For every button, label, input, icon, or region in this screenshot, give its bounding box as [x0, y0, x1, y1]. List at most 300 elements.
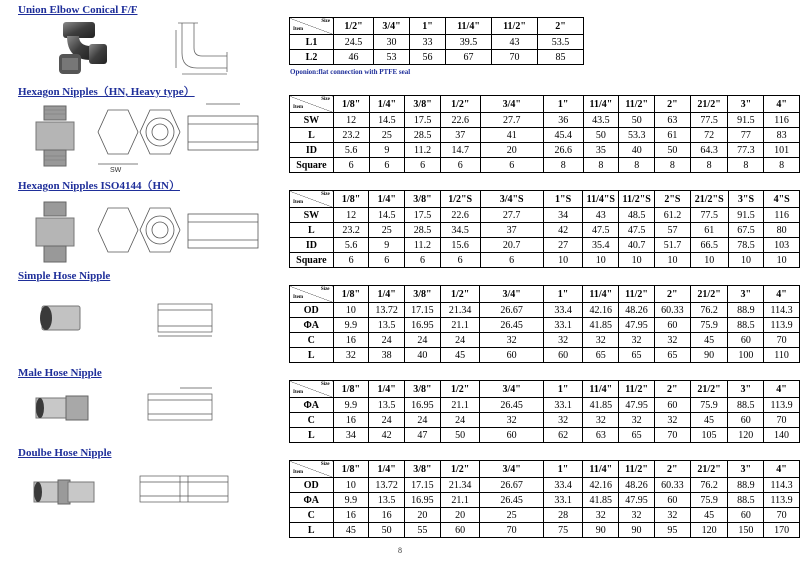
row-label-cell: C	[290, 333, 334, 348]
value-cell: 41.85	[583, 398, 619, 413]
size-header-cell: 3/4"S	[480, 191, 543, 208]
value-cell: 24	[369, 333, 405, 348]
value-cell: 78.5	[728, 238, 764, 253]
size-header-cell: 11/4"	[583, 96, 619, 113]
value-cell: 16.95	[405, 493, 441, 508]
table-header-row	[290, 18, 584, 35]
row-label-cell: L	[290, 348, 334, 363]
size-item-corner-cell	[290, 381, 334, 398]
size-item-corner-cell	[290, 286, 334, 303]
value-cell: 24	[369, 413, 405, 428]
value-cell: 32	[619, 333, 655, 348]
value-cell: 25	[369, 128, 405, 143]
male-hose-nipple-photo	[32, 388, 92, 428]
value-cell: 67	[446, 50, 492, 65]
value-cell: 8	[728, 158, 764, 173]
value-cell: 8	[764, 158, 800, 173]
table-header-row	[290, 191, 800, 208]
row-label-cell: ID	[290, 143, 334, 158]
value-cell: 32	[654, 508, 690, 523]
value-cell: 13.5	[369, 398, 405, 413]
size-header-cell: 11/2"	[619, 96, 655, 113]
value-cell: 13.72	[369, 303, 405, 318]
value-cell: 22.6	[440, 208, 480, 223]
table-row	[290, 333, 800, 348]
size-header-cell: 1/2"S	[440, 191, 480, 208]
value-cell: 41.85	[583, 493, 619, 508]
value-cell: 33.1	[543, 398, 583, 413]
value-cell: 21.34	[440, 303, 480, 318]
value-cell: 56	[410, 50, 446, 65]
size-header-cell: 1/4"	[369, 461, 405, 478]
table-row	[290, 50, 584, 65]
value-cell: 37	[480, 223, 543, 238]
value-cell: 65	[619, 428, 655, 443]
value-cell: 32	[480, 333, 543, 348]
value-cell: 25	[480, 508, 543, 523]
value-cell: 70	[764, 413, 800, 428]
union-elbow-photo	[45, 18, 115, 78]
value-cell: 88.9	[728, 303, 764, 318]
table-row	[290, 303, 800, 318]
value-cell: 50	[369, 523, 405, 538]
value-cell: 35	[583, 143, 619, 158]
option-note: Oponion:flat connection with PTFE seal	[290, 68, 411, 76]
value-cell: 8	[583, 158, 619, 173]
size-header-cell: 3/8"	[405, 461, 441, 478]
value-cell: 75.9	[690, 493, 728, 508]
value-cell: 33.1	[543, 318, 583, 333]
row-label-cell: OD	[290, 478, 334, 493]
value-cell: 10	[655, 253, 691, 268]
hex-nipple-heavy-drawing	[88, 98, 268, 178]
value-cell: 9	[369, 238, 405, 253]
value-cell: 43	[583, 208, 619, 223]
value-cell: 60.33	[654, 478, 690, 493]
value-cell: 90	[619, 523, 655, 538]
value-cell: 32	[333, 348, 369, 363]
value-cell: 21.1	[440, 493, 480, 508]
size-header-cell: 4"	[764, 96, 800, 113]
size-header-cell: 3/8"	[404, 381, 440, 398]
size-header-cell: 21/2"	[690, 461, 728, 478]
size-header-cell: 2"	[654, 286, 690, 303]
size-header-cell: 21/2"	[690, 96, 728, 113]
size-header-cell: 3/8"	[405, 96, 441, 113]
value-cell: 53	[374, 50, 410, 65]
row-label-cell: ΦA	[290, 493, 334, 508]
value-cell: 170	[764, 523, 800, 538]
value-cell: 16.95	[405, 318, 441, 333]
value-cell: 6	[405, 158, 441, 173]
value-cell: 60	[654, 318, 690, 333]
value-cell: 6	[333, 253, 369, 268]
size-header-cell: 3/8"	[405, 286, 441, 303]
corner-size-label: Size	[320, 382, 330, 387]
value-cell: 12	[333, 208, 369, 223]
value-cell: 65	[583, 348, 619, 363]
value-cell: 67.5	[728, 223, 764, 238]
value-cell: 32	[619, 413, 655, 428]
value-cell: 48.26	[619, 303, 655, 318]
value-cell: 60	[728, 413, 764, 428]
value-cell: 47.95	[619, 493, 655, 508]
value-cell: 66.5	[690, 238, 728, 253]
value-cell: 85	[538, 50, 584, 65]
value-cell: 33.1	[543, 493, 583, 508]
value-cell: 33	[410, 35, 446, 50]
value-cell: 88.5	[728, 493, 764, 508]
value-cell: 10	[728, 253, 764, 268]
value-cell: 36	[543, 113, 583, 128]
size-header-cell: 3"S	[728, 191, 764, 208]
value-cell: 60	[480, 348, 543, 363]
value-cell: 26.45	[480, 398, 543, 413]
size-header-cell: 11/2"	[492, 18, 538, 35]
row-label-cell: L2	[290, 50, 334, 65]
double-hose-nipple-drawing	[134, 464, 234, 514]
value-cell: 75	[543, 523, 583, 538]
value-cell: 114.3	[764, 478, 800, 493]
value-cell: 70	[655, 428, 691, 443]
size-header-cell: 1/4"	[369, 381, 405, 398]
corner-size-label: Size	[321, 192, 330, 197]
spec-table-hexagon-nipples-heavy	[289, 95, 800, 173]
value-cell: 45	[440, 348, 480, 363]
value-cell: 20	[440, 508, 480, 523]
value-cell: 50	[440, 428, 480, 443]
value-cell: 6	[369, 158, 405, 173]
value-cell: 37	[440, 128, 480, 143]
value-cell: 10	[583, 253, 619, 268]
value-cell: 38	[369, 348, 405, 363]
value-cell: 140	[764, 428, 800, 443]
value-cell: 20.7	[480, 238, 543, 253]
value-cell: 61	[655, 128, 691, 143]
size-header-cell: 4"S	[764, 191, 800, 208]
value-cell: 24	[440, 333, 480, 348]
corner-item-label: Item	[293, 295, 303, 300]
value-cell: 70	[764, 508, 800, 523]
size-header-cell: 4"	[764, 381, 800, 398]
value-cell: 34.5	[440, 223, 480, 238]
size-header-cell: 1/4"	[369, 286, 405, 303]
value-cell: 21.1	[440, 318, 480, 333]
value-cell: 14.7	[440, 143, 480, 158]
value-cell: 32	[543, 333, 583, 348]
section-title-double-hose-nipple: Doulbe Hose Nipple	[18, 447, 112, 459]
corner-item-label: Item	[293, 105, 303, 110]
row-label-cell: SW	[290, 208, 334, 223]
size-item-corner-cell	[290, 191, 334, 208]
value-cell: 88.9	[728, 478, 764, 493]
value-cell: 24.5	[334, 35, 374, 50]
row-label-cell: Square	[290, 158, 334, 173]
value-cell: 101	[764, 143, 800, 158]
row-label-cell: ΦA	[290, 318, 334, 333]
value-cell: 26.45	[480, 318, 543, 333]
value-cell: 47.5	[583, 223, 619, 238]
value-cell: 30	[374, 35, 410, 50]
table-row	[290, 348, 800, 363]
value-cell: 90	[690, 348, 728, 363]
value-cell: 10	[690, 253, 728, 268]
table-row	[290, 35, 584, 50]
hex-nipple-heavy-photo	[30, 102, 80, 172]
value-cell: 95	[654, 523, 690, 538]
size-item-corner-cell	[290, 461, 334, 478]
spec-table-male-hose-nipple	[289, 380, 800, 443]
value-cell: 50	[583, 128, 619, 143]
value-cell: 6	[440, 158, 480, 173]
value-cell: 50	[655, 143, 691, 158]
row-label-cell: L1	[290, 35, 334, 50]
corner-item-label: Item	[293, 27, 303, 32]
value-cell: 21.34	[440, 478, 480, 493]
value-cell: 9.9	[333, 493, 369, 508]
value-cell: 32	[583, 508, 619, 523]
value-cell: 45	[690, 508, 728, 523]
value-cell: 72	[690, 128, 728, 143]
value-cell: 5.6	[333, 238, 369, 253]
size-header-cell: 1/4"	[369, 191, 405, 208]
size-header-cell: 3"	[728, 286, 764, 303]
size-header-cell: 21/2"	[690, 286, 728, 303]
table-row	[290, 113, 800, 128]
spec-table-union-elbow	[289, 17, 584, 65]
row-label-cell: L	[290, 223, 334, 238]
value-cell: 26.67	[480, 478, 543, 493]
table-row	[290, 208, 800, 223]
value-cell: 61	[690, 223, 728, 238]
table-header-row	[290, 286, 800, 303]
row-label-cell: Square	[290, 253, 334, 268]
size-header-cell: 1/2"	[440, 286, 480, 303]
value-cell: 45	[333, 523, 369, 538]
value-cell: 60	[654, 493, 690, 508]
value-cell: 43.5	[583, 113, 619, 128]
value-cell: 33.4	[543, 303, 583, 318]
value-cell: 60.33	[654, 303, 690, 318]
value-cell: 65	[654, 348, 690, 363]
size-header-cell: 21/2"	[690, 381, 728, 398]
table-header-row	[290, 381, 800, 398]
value-cell: 70	[492, 50, 538, 65]
value-cell: 20	[405, 508, 441, 523]
value-cell: 34	[333, 428, 369, 443]
table-row	[290, 238, 800, 253]
table-row	[290, 143, 800, 158]
value-cell: 16	[369, 508, 405, 523]
corner-item-label: Item	[293, 390, 303, 395]
value-cell: 32	[654, 333, 690, 348]
value-cell: 64.3	[690, 143, 728, 158]
section-title-male-hose-nipple: Male Hose Nipple	[18, 367, 102, 379]
value-cell: 28	[543, 508, 583, 523]
table-row	[290, 318, 800, 333]
value-cell: 120	[690, 523, 728, 538]
value-cell: 27	[543, 238, 583, 253]
size-header-cell: 11/2"	[619, 286, 655, 303]
size-header-cell: 1"	[543, 96, 583, 113]
value-cell: 61.2	[655, 208, 691, 223]
value-cell: 9.9	[333, 398, 369, 413]
value-cell: 16	[333, 508, 369, 523]
size-header-cell: 11/2"	[619, 461, 655, 478]
size-header-cell: 2"	[655, 96, 691, 113]
value-cell: 12	[333, 113, 369, 128]
corner-size-label: Size	[320, 462, 330, 467]
table-row	[290, 223, 800, 238]
value-cell: 17.15	[405, 303, 441, 318]
table-row	[290, 398, 800, 413]
row-label-cell: ΦA	[290, 398, 334, 413]
size-header-cell: 3/4"	[480, 461, 543, 478]
value-cell: 80	[764, 223, 800, 238]
section-title-union-elbow: Union Elbow Conical F/F	[18, 4, 138, 16]
value-cell: 45	[690, 413, 728, 428]
value-cell: 8	[655, 158, 691, 173]
size-header-cell: 3/4"	[480, 96, 543, 113]
value-cell: 42.16	[583, 478, 619, 493]
value-cell: 33.4	[543, 478, 583, 493]
value-cell: 17.5	[405, 113, 441, 128]
value-cell: 34	[543, 208, 583, 223]
value-cell: 6	[405, 253, 441, 268]
value-cell: 77	[728, 128, 764, 143]
value-cell: 8	[690, 158, 728, 173]
value-cell: 55	[405, 523, 441, 538]
value-cell: 113.9	[764, 318, 800, 333]
size-item-corner-cell	[290, 18, 334, 35]
value-cell: 6	[480, 253, 543, 268]
value-cell: 120	[728, 428, 764, 443]
value-cell: 53.3	[619, 128, 655, 143]
value-cell: 27.7	[480, 208, 543, 223]
hex-nipple-iso-photo	[30, 198, 80, 268]
value-cell: 77.3	[728, 143, 764, 158]
row-label-cell: L	[290, 128, 334, 143]
section-title-hexagon-nipples-heavy: Hexagon Nipples（HN, Heavy type）	[18, 86, 195, 98]
value-cell: 75.9	[690, 398, 728, 413]
value-cell: 9.9	[333, 318, 369, 333]
value-cell: 23.2	[333, 128, 369, 143]
value-cell: 113.9	[764, 398, 800, 413]
size-header-cell: 11/4"	[583, 461, 619, 478]
value-cell: 47	[404, 428, 440, 443]
size-header-cell: 1"	[543, 286, 583, 303]
value-cell: 83	[764, 128, 800, 143]
size-header-cell: 3"	[728, 461, 764, 478]
size-header-cell: 1"	[543, 381, 583, 398]
value-cell: 8	[543, 158, 583, 173]
value-cell: 24	[404, 413, 440, 428]
section-title-simple-hose-nipple: Simple Hose Nipple	[18, 270, 111, 282]
size-header-cell: 3/8"	[405, 191, 441, 208]
size-header-cell: 3/4"	[480, 286, 543, 303]
value-cell: 43	[492, 35, 538, 50]
value-cell: 63	[655, 113, 691, 128]
size-header-cell: 2"	[654, 461, 690, 478]
value-cell: 35.4	[583, 238, 619, 253]
value-cell: 9	[369, 143, 405, 158]
size-header-cell: 1"	[410, 18, 446, 35]
value-cell: 76.2	[690, 303, 728, 318]
value-cell: 48.5	[619, 208, 655, 223]
value-cell: 88.5	[728, 318, 764, 333]
value-cell: 25	[369, 223, 405, 238]
size-header-cell: 1/2"	[440, 381, 480, 398]
value-cell: 40	[619, 143, 655, 158]
size-header-cell: 21/2"S	[690, 191, 728, 208]
size-header-cell: 11/4"S	[583, 191, 619, 208]
value-cell: 48.26	[619, 478, 655, 493]
size-header-cell: 4"	[764, 286, 800, 303]
value-cell: 14.5	[369, 113, 405, 128]
row-label-cell: OD	[290, 303, 334, 318]
simple-hose-nipple-photo	[36, 296, 86, 340]
size-header-cell: 3"	[728, 381, 764, 398]
value-cell: 10	[333, 478, 369, 493]
double-hose-nipple-photo	[30, 470, 98, 514]
value-cell: 88.5	[728, 398, 764, 413]
value-cell: 6	[480, 158, 543, 173]
value-cell: 45	[690, 333, 728, 348]
value-cell: 91.5	[728, 208, 764, 223]
value-cell: 28.5	[405, 223, 441, 238]
value-cell: 70	[480, 523, 543, 538]
value-cell: 105	[690, 428, 728, 443]
corner-item-label: Item	[293, 470, 303, 475]
value-cell: 45.4	[543, 128, 583, 143]
value-cell: 32	[480, 413, 543, 428]
value-cell: 70	[764, 333, 800, 348]
size-header-cell: 11/4"	[446, 18, 492, 35]
value-cell: 26.6	[543, 143, 583, 158]
size-header-cell: 1"S	[543, 191, 583, 208]
size-header-cell: 11/2"	[619, 381, 655, 398]
table-row	[290, 523, 800, 538]
value-cell: 42	[369, 428, 405, 443]
value-cell: 76.2	[690, 478, 728, 493]
male-hose-nipple-drawing	[140, 384, 220, 430]
table-row	[290, 493, 800, 508]
table-row	[290, 428, 800, 443]
value-cell: 60	[440, 523, 480, 538]
page-number: 8	[398, 546, 402, 555]
value-cell: 11.2	[405, 143, 441, 158]
value-cell: 60	[728, 508, 764, 523]
value-cell: 57	[655, 223, 691, 238]
row-label-cell: ID	[290, 238, 334, 253]
value-cell: 60	[728, 333, 764, 348]
value-cell: 10	[333, 303, 369, 318]
value-cell: 23.2	[333, 223, 369, 238]
size-header-cell: 3/4"	[374, 18, 410, 35]
size-header-cell: 1"	[543, 461, 583, 478]
value-cell: 14.5	[369, 208, 405, 223]
value-cell: 32	[543, 413, 583, 428]
value-cell: 116	[764, 208, 800, 223]
value-cell: 16	[333, 413, 369, 428]
row-label-cell: C	[290, 508, 334, 523]
value-cell: 27.7	[480, 113, 543, 128]
value-cell: 47.95	[619, 398, 655, 413]
spec-table-simple-hose-nipple	[289, 285, 800, 363]
value-cell: 17.5	[405, 208, 441, 223]
size-header-cell: 2"	[538, 18, 584, 35]
size-header-cell: 1/2"	[440, 96, 480, 113]
